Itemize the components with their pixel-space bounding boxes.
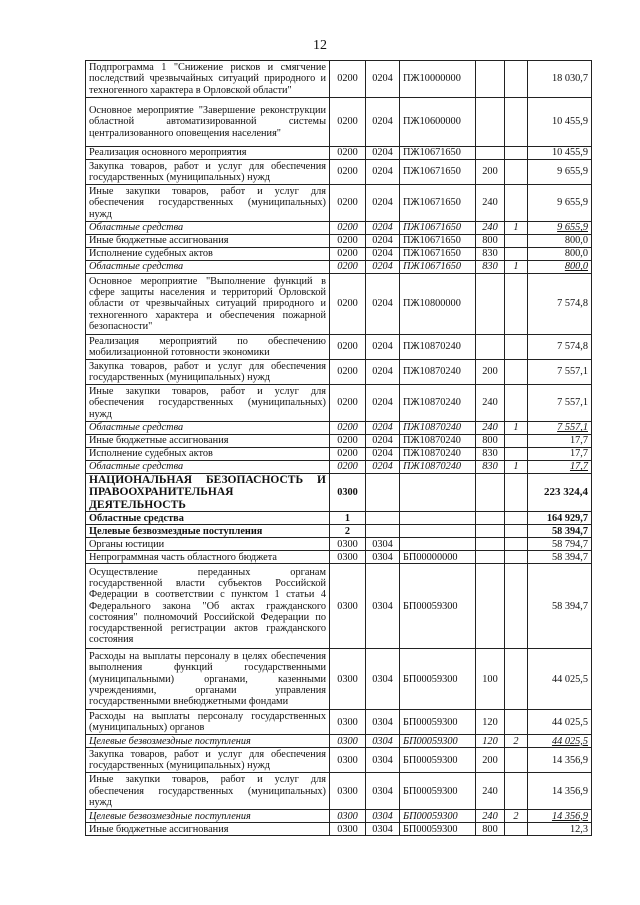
target-article-cell: БП00059300: [400, 564, 476, 649]
expense-type-cell: [476, 564, 505, 649]
row-name-cell: Основное мероприятие "Завершение реконструкции областной автоматизированной системы централизованного оповещения населения": [86, 98, 330, 147]
expense-type-cell: 240: [476, 422, 505, 435]
row-name-cell: Иные закупки товаров, работ и услуг для обеспечения государственных (муниципальных) нужд: [86, 385, 330, 422]
page-number: 12: [313, 38, 327, 53]
expense-type-cell: 800: [476, 235, 505, 248]
subsection-code-cell: 0204: [366, 185, 400, 222]
funding-source-cell: [505, 185, 528, 222]
expense-type-cell: [476, 551, 505, 564]
target-article-cell: ПЖ10671650: [400, 222, 476, 235]
expense-type-cell: [476, 512, 505, 525]
subsection-code-cell: 0304: [366, 735, 400, 748]
table-row: [86, 435, 592, 448]
subsection-code-cell: 0204: [366, 448, 400, 461]
expense-type-cell: 240: [476, 185, 505, 222]
row-name-cell: Исполнение судебных актов: [86, 248, 330, 261]
row-name-cell: Иные бюджетные ассигнования: [86, 235, 330, 248]
section-code-cell: 0200: [330, 335, 366, 360]
funding-source-cell: 2: [505, 735, 528, 748]
table-row: [86, 748, 592, 773]
funding-source-cell: 2: [505, 810, 528, 823]
amount-cell: 44 025,5: [528, 710, 592, 735]
amount-cell: 12,3: [528, 823, 592, 836]
table-row: [86, 735, 592, 748]
table-row: [86, 335, 592, 360]
target-article-cell: ПЖ10671650: [400, 185, 476, 222]
subsection-code-cell: 0204: [366, 335, 400, 360]
funding-source-cell: [505, 710, 528, 735]
subsection-code-cell: 0204: [366, 160, 400, 185]
expense-type-cell: 120: [476, 735, 505, 748]
target-article-cell: ПЖ10671650: [400, 235, 476, 248]
funding-source-cell: [505, 551, 528, 564]
table-row: [86, 261, 592, 274]
subsection-code-cell: 0304: [366, 538, 400, 551]
target-article-cell: ПЖ10000000: [400, 61, 476, 98]
row-name-cell: Расходы на выплаты персоналу в целях обеспечения выполнения функций государственными (муниципальными) органами, казенными учреждениями, органами управления государственными внебюджетными фондами: [86, 649, 330, 710]
table-row: [86, 551, 592, 564]
row-name-cell: Закупка товаров, работ и услуг для обеспечения государственных (муниципальных) нужд: [86, 360, 330, 385]
section-code-cell: 0200: [330, 185, 366, 222]
funding-source-cell: [505, 98, 528, 147]
subsection-code-cell: 0204: [366, 248, 400, 261]
section-code-cell: 0300: [330, 564, 366, 649]
table-row: [86, 474, 592, 512]
row-name-cell: Закупка товаров, работ и услуг для обеспечения государственных (муниципальных) нужд: [86, 160, 330, 185]
section-code-cell: 0200: [330, 360, 366, 385]
row-name-cell: Органы юстиции: [86, 538, 330, 551]
expense-type-cell: [476, 274, 505, 335]
funding-source-cell: [505, 538, 528, 551]
amount-cell: 9 655,9: [528, 160, 592, 185]
funding-source-cell: [505, 147, 528, 160]
table-row: [86, 235, 592, 248]
target-article-cell: БП00059300: [400, 649, 476, 710]
subsection-code-cell: 0204: [366, 461, 400, 474]
funding-source-cell: [505, 748, 528, 773]
funding-source-cell: [505, 512, 528, 525]
amount-cell: 58 394,7: [528, 564, 592, 649]
subsection-code-cell: 0204: [366, 422, 400, 435]
amount-cell: 164 929,7: [528, 512, 592, 525]
row-name-cell: Реализация основного мероприятия: [86, 147, 330, 160]
funding-source-cell: [505, 235, 528, 248]
funding-source-cell: [505, 274, 528, 335]
amount-cell: 10 455,9: [528, 98, 592, 147]
section-code-cell: 0200: [330, 274, 366, 335]
section-code-cell: 2: [330, 525, 366, 538]
expense-type-cell: [476, 335, 505, 360]
section-code-cell: 0200: [330, 422, 366, 435]
amount-cell: 17,7: [528, 461, 592, 474]
amount-cell: 58 394,7: [528, 525, 592, 538]
row-name-cell: Подпрограмма 1 "Снижение рисков и смягчение последствий чрезвычайных ситуаций природного и техногенного характера в Орловской области": [86, 61, 330, 98]
subsection-code-cell: 0304: [366, 710, 400, 735]
subsection-code-cell: 0204: [366, 222, 400, 235]
row-name-cell: Целевые безвозмездные поступления: [86, 735, 330, 748]
target-article-cell: ПЖ10870240: [400, 448, 476, 461]
table-row: [86, 448, 592, 461]
amount-cell: 14 356,9: [528, 748, 592, 773]
table-row: [86, 274, 592, 335]
target-article-cell: БП00059300: [400, 823, 476, 836]
expense-type-cell: 120: [476, 710, 505, 735]
table-row: [86, 248, 592, 261]
funding-source-cell: [505, 360, 528, 385]
table-row: [86, 710, 592, 735]
row-name-cell: Осуществление переданных органам государственной власти субъектов Российской Федерации в соответствии с пунктом 1 статьи 4 Федерального закона "Об актах гражданского состояния" полномочий Российской Федерации по государственной регистрации актов гражданского состояния: [86, 564, 330, 649]
funding-source-cell: 1: [505, 461, 528, 474]
section-code-cell: 0200: [330, 448, 366, 461]
subsection-code-cell: 0304: [366, 564, 400, 649]
amount-cell: 7 574,8: [528, 335, 592, 360]
subsection-code-cell: [366, 512, 400, 525]
section-code-cell: 0300: [330, 649, 366, 710]
row-name-cell: Расходы на выплаты персоналу государственных (муниципальных) органов: [86, 710, 330, 735]
subsection-code-cell: 0204: [366, 360, 400, 385]
target-article-cell: ПЖ10870240: [400, 422, 476, 435]
table-row: [86, 185, 592, 222]
expense-type-cell: 200: [476, 160, 505, 185]
target-article-cell: ПЖ10671650: [400, 147, 476, 160]
funding-source-cell: 1: [505, 222, 528, 235]
table-row: [86, 160, 592, 185]
table-row: [86, 98, 592, 147]
section-code-cell: 0200: [330, 435, 366, 448]
target-article-cell: ПЖ10870240: [400, 335, 476, 360]
target-article-cell: БП00059300: [400, 810, 476, 823]
expense-type-cell: [476, 538, 505, 551]
subsection-code-cell: 0304: [366, 551, 400, 564]
section-code-cell: 0200: [330, 222, 366, 235]
row-name-cell: Иные закупки товаров, работ и услуг для обеспечения государственных (муниципальных) нужд: [86, 185, 330, 222]
subsection-code-cell: 0204: [366, 98, 400, 147]
funding-source-cell: [505, 435, 528, 448]
section-code-cell: 0200: [330, 248, 366, 261]
subsection-code-cell: 0304: [366, 649, 400, 710]
section-code-cell: 0200: [330, 160, 366, 185]
amount-cell: 223 324,4: [528, 474, 592, 512]
funding-source-cell: [505, 525, 528, 538]
amount-cell: 9 655,9: [528, 185, 592, 222]
target-article-cell: ПЖ10870240: [400, 435, 476, 448]
target-article-cell: БП00059300: [400, 735, 476, 748]
amount-cell: 17,7: [528, 448, 592, 461]
subsection-code-cell: 0204: [366, 147, 400, 160]
expense-type-cell: [476, 474, 505, 512]
amount-cell: 44 025,5: [528, 735, 592, 748]
table-row: [86, 512, 592, 525]
section-code-cell: 0300: [330, 538, 366, 551]
budget-table: [85, 60, 592, 836]
row-name-cell: Областные средства: [86, 461, 330, 474]
amount-cell: 800,0: [528, 248, 592, 261]
section-code-cell: 0200: [330, 98, 366, 147]
row-name-cell: Исполнение судебных актов: [86, 448, 330, 461]
amount-cell: 7 557,1: [528, 385, 592, 422]
row-name-cell: Иные бюджетные ассигнования: [86, 823, 330, 836]
target-article-cell: ПЖ10870240: [400, 385, 476, 422]
table-row: [86, 385, 592, 422]
row-name-cell: НАЦИОНАЛЬНАЯ БЕЗОПАСНОСТЬ И ПРАВООХРАНИТЕЛЬНАЯ ДЕЯТЕЛЬНОСТЬ: [86, 474, 330, 512]
row-name-cell: Областные средства: [86, 512, 330, 525]
subsection-code-cell: 0204: [366, 274, 400, 335]
row-name-cell: Реализация мероприятий по обеспечению мобилизационной готовности экономики: [86, 335, 330, 360]
section-code-cell: 0200: [330, 261, 366, 274]
amount-cell: 10 455,9: [528, 147, 592, 160]
row-name-cell: Непрограммная часть областного бюджета: [86, 551, 330, 564]
table-row: [86, 525, 592, 538]
funding-source-cell: [505, 448, 528, 461]
budget-table-body: [86, 61, 592, 836]
section-code-cell: 0300: [330, 710, 366, 735]
table-row: [86, 422, 592, 435]
funding-source-cell: [505, 385, 528, 422]
row-name-cell: Целевые безвозмездные поступления: [86, 525, 330, 538]
funding-source-cell: 1: [505, 422, 528, 435]
section-code-cell: 0300: [330, 748, 366, 773]
target-article-cell: ПЖ10800000: [400, 274, 476, 335]
subsection-code-cell: 0204: [366, 435, 400, 448]
funding-source-cell: [505, 61, 528, 98]
target-article-cell: ПЖ10870240: [400, 360, 476, 385]
expense-type-cell: 800: [476, 435, 505, 448]
expense-type-cell: 830: [476, 261, 505, 274]
section-code-cell: 0200: [330, 61, 366, 98]
expense-type-cell: 830: [476, 461, 505, 474]
section-code-cell: 0300: [330, 773, 366, 810]
subsection-code-cell: 0304: [366, 773, 400, 810]
target-article-cell: БП00059300: [400, 773, 476, 810]
expense-type-cell: [476, 147, 505, 160]
amount-cell: 44 025,5: [528, 649, 592, 710]
target-article-cell: ПЖ10870240: [400, 461, 476, 474]
amount-cell: 17,7: [528, 435, 592, 448]
subsection-code-cell: 0204: [366, 261, 400, 274]
amount-cell: 800,0: [528, 261, 592, 274]
target-article-cell: БП00000000: [400, 551, 476, 564]
subsection-code-cell: 0204: [366, 385, 400, 422]
section-code-cell: 0300: [330, 823, 366, 836]
row-name-cell: Закупка товаров, работ и услуг для обеспечения государственных (муниципальных) нужд: [86, 748, 330, 773]
amount-cell: 7 574,8: [528, 274, 592, 335]
expense-type-cell: 240: [476, 222, 505, 235]
amount-cell: 14 356,9: [528, 773, 592, 810]
subsection-code-cell: 0304: [366, 823, 400, 836]
funding-source-cell: [505, 564, 528, 649]
funding-source-cell: [505, 160, 528, 185]
table-row: [86, 147, 592, 160]
target-article-cell: ПЖ10600000: [400, 98, 476, 147]
section-code-cell: 0300: [330, 810, 366, 823]
expense-type-cell: 100: [476, 649, 505, 710]
amount-cell: 58 794,7: [528, 538, 592, 551]
table-row: [86, 461, 592, 474]
table-row: [86, 61, 592, 98]
table-row: [86, 360, 592, 385]
funding-source-cell: [505, 773, 528, 810]
target-article-cell: БП00059300: [400, 748, 476, 773]
section-code-cell: 0300: [330, 735, 366, 748]
subsection-code-cell: 0304: [366, 810, 400, 823]
target-article-cell: [400, 474, 476, 512]
funding-source-cell: [505, 335, 528, 360]
expense-type-cell: 240: [476, 385, 505, 422]
target-article-cell: [400, 538, 476, 551]
amount-cell: 14 356,9: [528, 810, 592, 823]
target-article-cell: БП00059300: [400, 710, 476, 735]
target-article-cell: [400, 525, 476, 538]
expense-type-cell: 240: [476, 810, 505, 823]
funding-source-cell: 1: [505, 261, 528, 274]
target-article-cell: [400, 512, 476, 525]
amount-cell: 9 655,9: [528, 222, 592, 235]
row-name-cell: Областные средства: [86, 422, 330, 435]
expense-type-cell: 200: [476, 748, 505, 773]
table-row: [86, 773, 592, 810]
section-code-cell: 0200: [330, 461, 366, 474]
row-name-cell: Областные средства: [86, 222, 330, 235]
target-article-cell: ПЖ10671650: [400, 160, 476, 185]
section-code-cell: 1: [330, 512, 366, 525]
amount-cell: 58 394,7: [528, 551, 592, 564]
table-row: [86, 649, 592, 710]
target-article-cell: ПЖ10671650: [400, 248, 476, 261]
row-name-cell: Областные средства: [86, 261, 330, 274]
table-row: [86, 222, 592, 235]
target-article-cell: ПЖ10671650: [400, 261, 476, 274]
row-name-cell: Основное мероприятие "Выполнение функций в сфере защиты населения и территорий Орловской области от чрезвычайных ситуаций природного и техногенного характера и обеспечения пожарной безопасности": [86, 274, 330, 335]
expense-type-cell: 830: [476, 248, 505, 261]
subsection-code-cell: 0204: [366, 61, 400, 98]
amount-cell: 800,0: [528, 235, 592, 248]
amount-cell: 7 557,1: [528, 360, 592, 385]
row-name-cell: Целевые безвозмездные поступления: [86, 810, 330, 823]
section-code-cell: 0200: [330, 147, 366, 160]
section-code-cell: 0200: [330, 235, 366, 248]
expense-type-cell: 800: [476, 823, 505, 836]
table-row: [86, 538, 592, 551]
table-row: [86, 810, 592, 823]
funding-source-cell: [505, 248, 528, 261]
funding-source-cell: [505, 474, 528, 512]
funding-source-cell: [505, 649, 528, 710]
section-code-cell: 0300: [330, 474, 366, 512]
subsection-code-cell: [366, 525, 400, 538]
funding-source-cell: [505, 823, 528, 836]
expense-type-cell: [476, 61, 505, 98]
expense-type-cell: [476, 98, 505, 147]
expense-type-cell: 200: [476, 360, 505, 385]
table-row: [86, 564, 592, 649]
expense-type-cell: 240: [476, 773, 505, 810]
subsection-code-cell: 0204: [366, 235, 400, 248]
table-row: [86, 823, 592, 836]
expense-type-cell: 830: [476, 448, 505, 461]
expense-type-cell: [476, 525, 505, 538]
row-name-cell: Иные закупки товаров, работ и услуг для обеспечения государственных (муниципальных) нужд: [86, 773, 330, 810]
amount-cell: 18 030,7: [528, 61, 592, 98]
section-code-cell: 0200: [330, 385, 366, 422]
subsection-code-cell: [366, 474, 400, 512]
row-name-cell: Иные бюджетные ассигнования: [86, 435, 330, 448]
amount-cell: 7 557,1: [528, 422, 592, 435]
subsection-code-cell: 0304: [366, 748, 400, 773]
section-code-cell: 0300: [330, 551, 366, 564]
